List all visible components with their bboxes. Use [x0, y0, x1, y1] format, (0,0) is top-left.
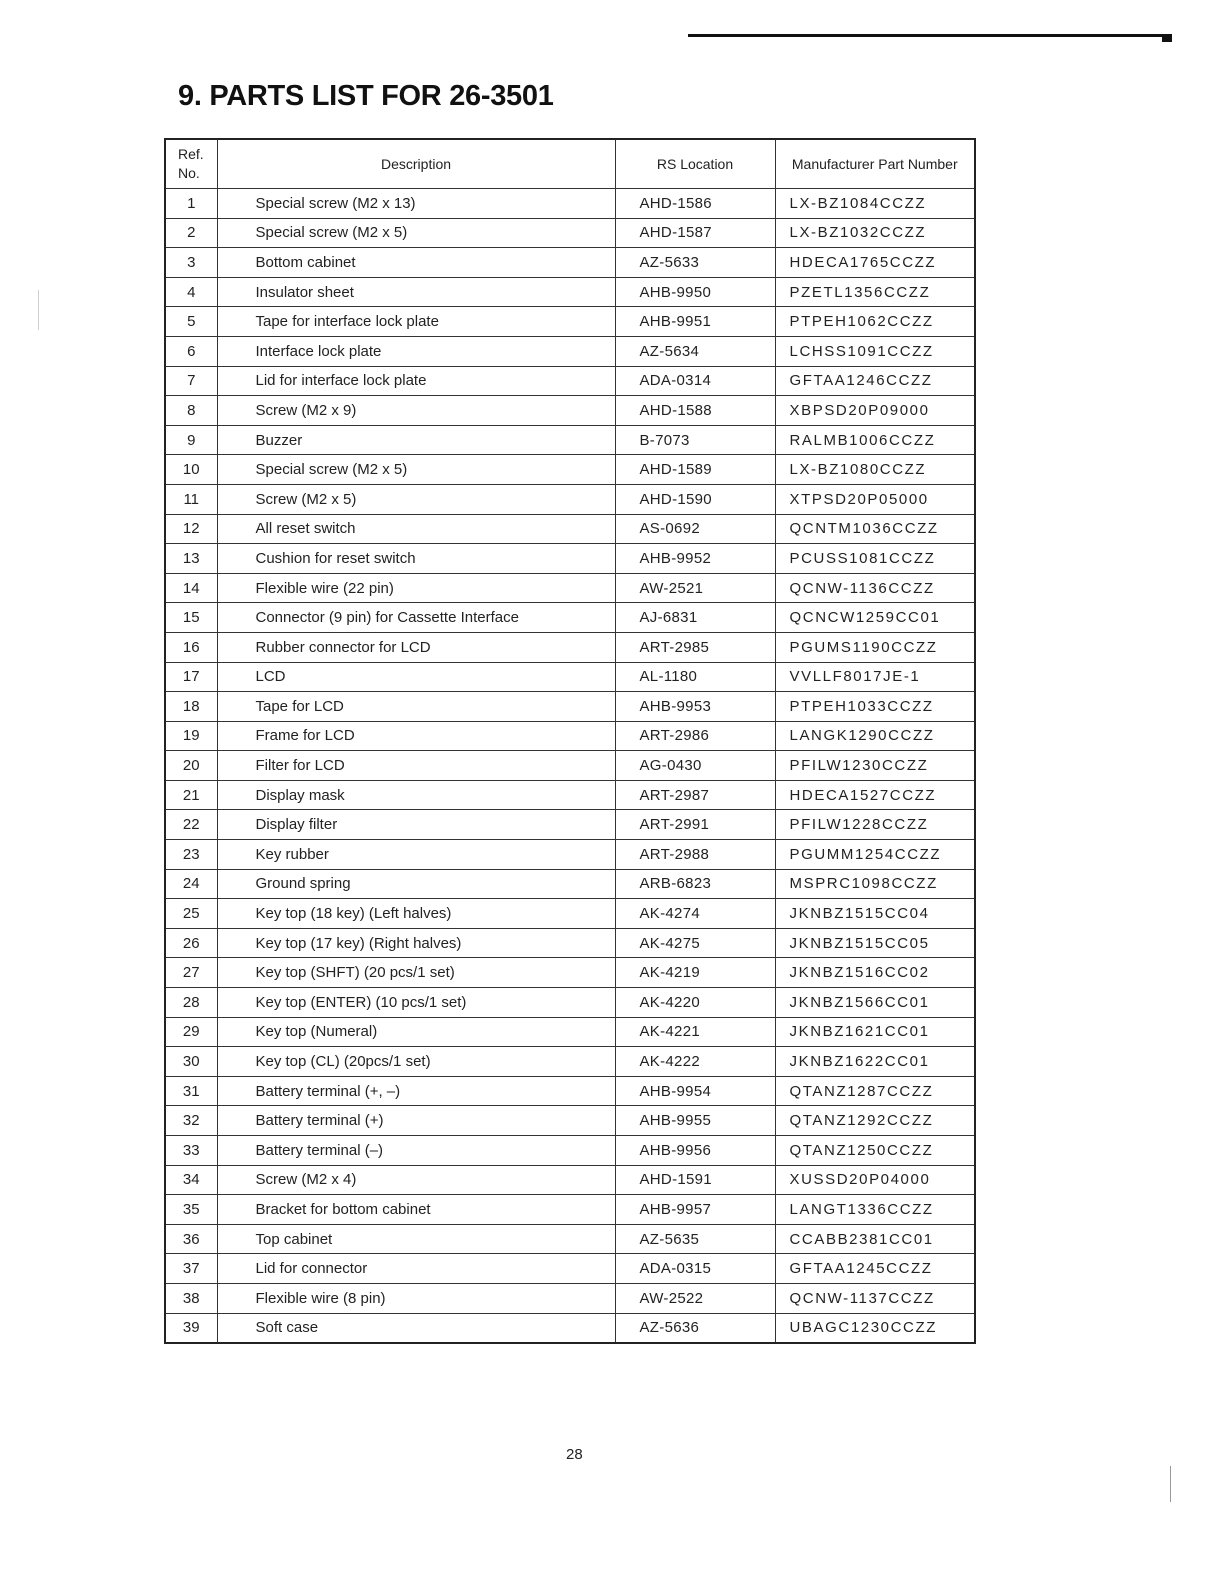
table-row — [165, 573, 975, 603]
table-row — [165, 988, 975, 1018]
table-row — [165, 1165, 975, 1195]
cell-rs-location: AHD-1586 — [615, 189, 775, 219]
cell-description: Insulator sheet — [217, 277, 615, 307]
table-row — [165, 721, 975, 751]
cell-description: Connector (9 pin) for Cassette Interface — [217, 603, 615, 633]
cell-description: Battery terminal (+) — [217, 1106, 615, 1136]
cell-ref-no: 2 — [165, 218, 217, 248]
header-rs-location: RS Location — [615, 139, 775, 189]
cell-manufacturer-part-number: XUSSD20P04000 — [775, 1165, 975, 1195]
table-row — [165, 1017, 975, 1047]
cell-manufacturer-part-number: PCUSS1081CCZZ — [775, 544, 975, 574]
cell-manufacturer-part-number: QTANZ1250CCZZ — [775, 1136, 975, 1166]
cell-rs-location: AK-4222 — [615, 1047, 775, 1077]
table-row — [165, 1106, 975, 1136]
cell-rs-location: AZ-5636 — [615, 1313, 775, 1343]
table-row — [165, 928, 975, 958]
cell-ref-no: 13 — [165, 544, 217, 574]
cell-description: Flexible wire (22 pin) — [217, 573, 615, 603]
cell-manufacturer-part-number: JKNBZ1515CC04 — [775, 899, 975, 929]
cell-ref-no: 34 — [165, 1165, 217, 1195]
cell-description: Screw (M2 x 9) — [217, 396, 615, 426]
cell-manufacturer-part-number: QCNW-1137CCZZ — [775, 1283, 975, 1313]
cell-manufacturer-part-number: QCNW-1136CCZZ — [775, 573, 975, 603]
cell-rs-location: AK-4220 — [615, 988, 775, 1018]
header-manufacturer-part-number: Manufacturer Part Number — [775, 139, 975, 189]
cell-rs-location: AK-4221 — [615, 1017, 775, 1047]
header-description: Description — [217, 139, 615, 189]
cell-ref-no: 32 — [165, 1106, 217, 1136]
table-row — [165, 840, 975, 870]
cell-manufacturer-part-number: QCNCW1259CC01 — [775, 603, 975, 633]
cell-ref-no: 4 — [165, 277, 217, 307]
cell-manufacturer-part-number: PTPEH1033CCZZ — [775, 692, 975, 722]
cell-description: Special screw (M2 x 13) — [217, 189, 615, 219]
cell-ref-no: 15 — [165, 603, 217, 633]
cell-ref-no: 11 — [165, 484, 217, 514]
page-title: 9. PARTS LIST FOR 26-3501 — [178, 80, 554, 112]
table-row — [165, 366, 975, 396]
cell-manufacturer-part-number: VVLLF8017JE-1 — [775, 662, 975, 692]
table-header-row — [165, 139, 975, 189]
cell-description: LCD — [217, 662, 615, 692]
cell-manufacturer-part-number: JKNBZ1566CC01 — [775, 988, 975, 1018]
cell-description: Top cabinet — [217, 1224, 615, 1254]
table-row — [165, 336, 975, 366]
cell-manufacturer-part-number: LANGK1290CCZZ — [775, 721, 975, 751]
table-row — [165, 1254, 975, 1284]
cell-description: Flexible wire (8 pin) — [217, 1283, 615, 1313]
table-row — [165, 1136, 975, 1166]
cell-manufacturer-part-number: QTANZ1287CCZZ — [775, 1076, 975, 1106]
page-number: 28 — [566, 1446, 583, 1463]
cell-ref-no: 3 — [165, 248, 217, 278]
top-rule — [688, 34, 1172, 37]
cell-ref-no: 25 — [165, 899, 217, 929]
cell-description: All reset switch — [217, 514, 615, 544]
cell-description: Screw (M2 x 4) — [217, 1165, 615, 1195]
cell-manufacturer-part-number: HDECA1527CCZZ — [775, 780, 975, 810]
cell-ref-no: 7 — [165, 366, 217, 396]
cell-manufacturer-part-number: XTPSD20P05000 — [775, 484, 975, 514]
cell-rs-location: ART-2987 — [615, 780, 775, 810]
cell-manufacturer-part-number: GFTAA1245CCZZ — [775, 1254, 975, 1284]
cell-ref-no: 38 — [165, 1283, 217, 1313]
cell-rs-location: AHB-9950 — [615, 277, 775, 307]
cell-manufacturer-part-number: HDECA1765CCZZ — [775, 248, 975, 278]
scan-mark-left — [38, 290, 39, 330]
cell-manufacturer-part-number: LANGT1336CCZZ — [775, 1195, 975, 1225]
cell-rs-location: AZ-5635 — [615, 1224, 775, 1254]
cell-description: Frame for LCD — [217, 721, 615, 751]
parts-table-body — [165, 189, 975, 1344]
cell-manufacturer-part-number: RALMB1006CCZZ — [775, 425, 975, 455]
cell-ref-no: 5 — [165, 307, 217, 337]
cell-manufacturer-part-number: JKNBZ1622CC01 — [775, 1047, 975, 1077]
table-row — [165, 692, 975, 722]
cell-manufacturer-part-number: UBAGC1230CCZZ — [775, 1313, 975, 1343]
table-row — [165, 425, 975, 455]
cell-ref-no: 21 — [165, 780, 217, 810]
cell-ref-no: 9 — [165, 425, 217, 455]
header-ref-no: Ref. No. — [165, 139, 217, 189]
cell-description: Key top (Numeral) — [217, 1017, 615, 1047]
cell-rs-location: AHB-9953 — [615, 692, 775, 722]
table-row — [165, 455, 975, 485]
cell-rs-location: AHB-9957 — [615, 1195, 775, 1225]
cell-ref-no: 17 — [165, 662, 217, 692]
cell-ref-no: 31 — [165, 1076, 217, 1106]
cell-ref-no: 20 — [165, 751, 217, 781]
cell-manufacturer-part-number: LX-BZ1084CCZZ — [775, 189, 975, 219]
cell-ref-no: 37 — [165, 1254, 217, 1284]
cell-description: Ground spring — [217, 869, 615, 899]
cell-rs-location: AHB-9955 — [615, 1106, 775, 1136]
cell-description: Battery terminal (–) — [217, 1136, 615, 1166]
cell-manufacturer-part-number: PTPEH1062CCZZ — [775, 307, 975, 337]
cell-description: Rubber connector for LCD — [217, 632, 615, 662]
cell-ref-no: 1 — [165, 189, 217, 219]
cell-description: Key top (CL) (20pcs/1 set) — [217, 1047, 615, 1077]
cell-rs-location: AHD-1588 — [615, 396, 775, 426]
cell-description: Key top (18 key) (Left halves) — [217, 899, 615, 929]
cell-ref-no: 14 — [165, 573, 217, 603]
table-row — [165, 1195, 975, 1225]
cell-ref-no: 28 — [165, 988, 217, 1018]
table-row — [165, 189, 975, 219]
cell-manufacturer-part-number: XBPSD20P09000 — [775, 396, 975, 426]
cell-description: Special screw (M2 x 5) — [217, 218, 615, 248]
cell-manufacturer-part-number: JKNBZ1621CC01 — [775, 1017, 975, 1047]
cell-description: Tape for interface lock plate — [217, 307, 615, 337]
cell-rs-location: ART-2986 — [615, 721, 775, 751]
cell-rs-location: AZ-5633 — [615, 248, 775, 278]
cell-rs-location: AJ-6831 — [615, 603, 775, 633]
cell-ref-no: 8 — [165, 396, 217, 426]
parts-table — [164, 138, 976, 1344]
cell-description: Cushion for reset switch — [217, 544, 615, 574]
cell-ref-no: 33 — [165, 1136, 217, 1166]
table-row — [165, 218, 975, 248]
cell-rs-location: AK-4274 — [615, 899, 775, 929]
table-row — [165, 899, 975, 929]
cell-manufacturer-part-number: PGUMS1190CCZZ — [775, 632, 975, 662]
cell-manufacturer-part-number: LX-BZ1032CCZZ — [775, 218, 975, 248]
cell-manufacturer-part-number: CCABB2381CC01 — [775, 1224, 975, 1254]
cell-rs-location: AG-0430 — [615, 751, 775, 781]
cell-rs-location: AHB-9954 — [615, 1076, 775, 1106]
cell-ref-no: 30 — [165, 1047, 217, 1077]
cell-description: Buzzer — [217, 425, 615, 455]
cell-manufacturer-part-number: GFTAA1246CCZZ — [775, 366, 975, 396]
cell-ref-no: 23 — [165, 840, 217, 870]
table-row — [165, 396, 975, 426]
cell-ref-no: 35 — [165, 1195, 217, 1225]
table-row — [165, 1047, 975, 1077]
cell-description: Display mask — [217, 780, 615, 810]
cell-manufacturer-part-number: QTANZ1292CCZZ — [775, 1106, 975, 1136]
cell-ref-no: 19 — [165, 721, 217, 751]
table-row — [165, 632, 975, 662]
table-row — [165, 544, 975, 574]
cell-rs-location: ADA-0314 — [615, 366, 775, 396]
cell-rs-location: AK-4275 — [615, 928, 775, 958]
cell-manufacturer-part-number: PFILW1230CCZZ — [775, 751, 975, 781]
cell-rs-location: AHD-1587 — [615, 218, 775, 248]
cell-manufacturer-part-number: PGUMM1254CCZZ — [775, 840, 975, 870]
cell-ref-no: 26 — [165, 928, 217, 958]
scan-mark-right — [1170, 1466, 1171, 1502]
cell-description: Soft case — [217, 1313, 615, 1343]
table-row — [165, 1224, 975, 1254]
cell-manufacturer-part-number: JKNBZ1515CC05 — [775, 928, 975, 958]
cell-ref-no: 10 — [165, 455, 217, 485]
cell-ref-no: 36 — [165, 1224, 217, 1254]
cell-rs-location: AHD-1589 — [615, 455, 775, 485]
table-row — [165, 514, 975, 544]
cell-ref-no: 16 — [165, 632, 217, 662]
cell-manufacturer-part-number: PZETL1356CCZZ — [775, 277, 975, 307]
cell-description: Screw (M2 x 5) — [217, 484, 615, 514]
cell-manufacturer-part-number: MSPRC1098CCZZ — [775, 869, 975, 899]
cell-description: Key top (ENTER) (10 pcs/1 set) — [217, 988, 615, 1018]
cell-description: Lid for interface lock plate — [217, 366, 615, 396]
cell-ref-no: 22 — [165, 810, 217, 840]
table-row — [165, 603, 975, 633]
cell-rs-location: AHD-1590 — [615, 484, 775, 514]
cell-rs-location: ART-2991 — [615, 810, 775, 840]
table-row — [165, 1076, 975, 1106]
cell-description: Bracket for bottom cabinet — [217, 1195, 615, 1225]
cell-description: Special screw (M2 x 5) — [217, 455, 615, 485]
cell-rs-location: ART-2985 — [615, 632, 775, 662]
cell-description: Key top (17 key) (Right halves) — [217, 928, 615, 958]
cell-manufacturer-part-number: JKNBZ1516CC02 — [775, 958, 975, 988]
table-row — [165, 1283, 975, 1313]
cell-description: Display filter — [217, 810, 615, 840]
cell-ref-no: 24 — [165, 869, 217, 899]
cell-description: Bottom cabinet — [217, 248, 615, 278]
cell-description: Key rubber — [217, 840, 615, 870]
cell-rs-location: AL-1180 — [615, 662, 775, 692]
table-row — [165, 248, 975, 278]
cell-ref-no: 6 — [165, 336, 217, 366]
cell-rs-location: AW-2521 — [615, 573, 775, 603]
table-row — [165, 662, 975, 692]
table-row — [165, 780, 975, 810]
cell-description: Filter for LCD — [217, 751, 615, 781]
table-row — [165, 869, 975, 899]
cell-description: Lid for connector — [217, 1254, 615, 1284]
table-row — [165, 751, 975, 781]
table-row — [165, 958, 975, 988]
cell-rs-location: AW-2522 — [615, 1283, 775, 1313]
table-row — [165, 277, 975, 307]
cell-manufacturer-part-number: LX-BZ1080CCZZ — [775, 455, 975, 485]
cell-rs-location: ARB-6823 — [615, 869, 775, 899]
cell-manufacturer-part-number: LCHSS1091CCZZ — [775, 336, 975, 366]
cell-description: Tape for LCD — [217, 692, 615, 722]
cell-rs-location: B-7073 — [615, 425, 775, 455]
cell-manufacturer-part-number: QCNTM1036CCZZ — [775, 514, 975, 544]
cell-ref-no: 27 — [165, 958, 217, 988]
cell-description: Key top (SHFT) (20 pcs/1 set) — [217, 958, 615, 988]
cell-rs-location: AHD-1591 — [615, 1165, 775, 1195]
cell-ref-no: 18 — [165, 692, 217, 722]
cell-description: Interface lock plate — [217, 336, 615, 366]
cell-rs-location: AS-0692 — [615, 514, 775, 544]
cell-ref-no: 39 — [165, 1313, 217, 1343]
table-row — [165, 1313, 975, 1343]
cell-rs-location: AHB-9952 — [615, 544, 775, 574]
cell-rs-location: AHB-9951 — [615, 307, 775, 337]
cell-rs-location: AK-4219 — [615, 958, 775, 988]
cell-ref-no: 29 — [165, 1017, 217, 1047]
cell-rs-location: AHB-9956 — [615, 1136, 775, 1166]
table-row — [165, 307, 975, 337]
cell-ref-no: 12 — [165, 514, 217, 544]
table-row — [165, 484, 975, 514]
cell-rs-location: AZ-5634 — [615, 336, 775, 366]
cell-rs-location: ADA-0315 — [615, 1254, 775, 1284]
cell-description: Battery terminal (+, –) — [217, 1076, 615, 1106]
cell-rs-location: ART-2988 — [615, 840, 775, 870]
cell-manufacturer-part-number: PFILW1228CCZZ — [775, 810, 975, 840]
table-row — [165, 810, 975, 840]
